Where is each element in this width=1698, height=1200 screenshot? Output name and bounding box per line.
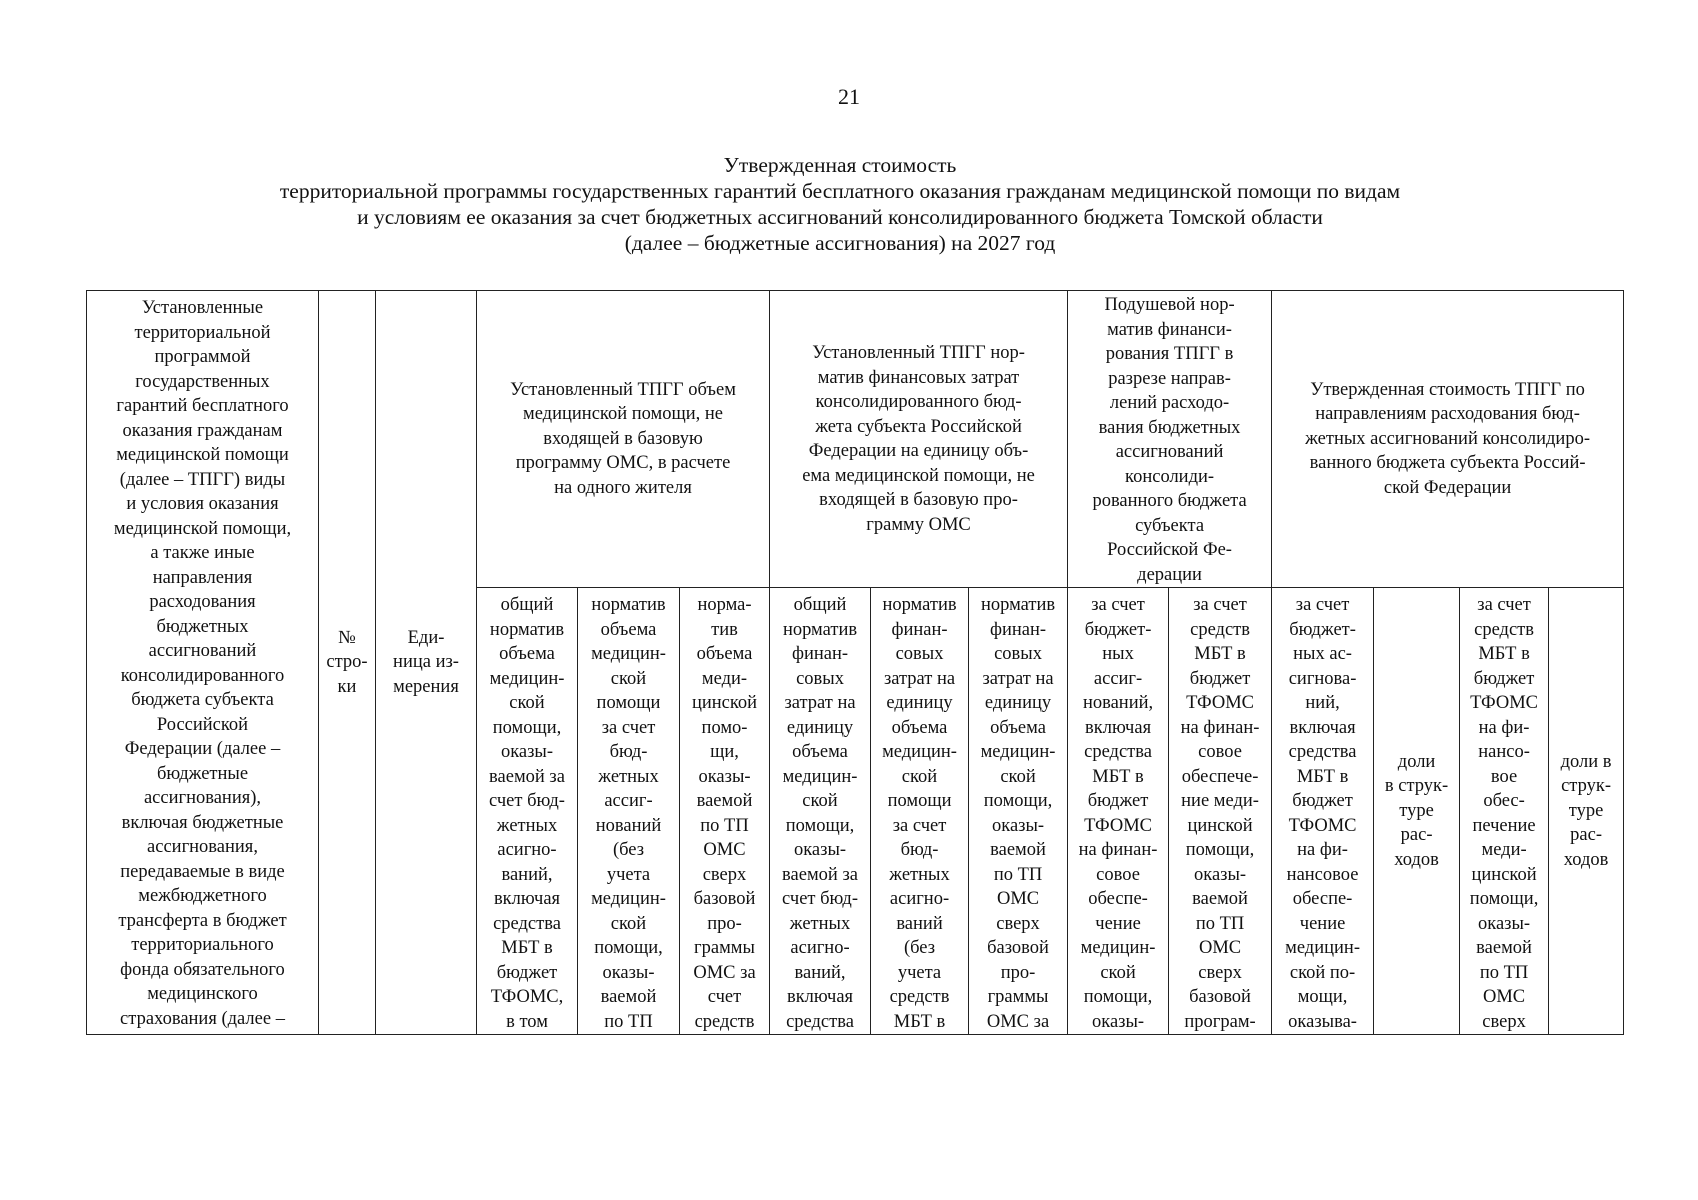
title-line-2: территориальной программы государственных гарантий бесплатного оказания гражданам медицинской помощи по видам <box>279 179 1401 203</box>
subheader-cell: за счет бюджет- ных ас- сигнова- ний, включая средства МБТ в бюджет ТФОМС на фи- нансовое обеспе- чение медицин- ской по- мощи, оказыва- <box>1272 588 1374 1035</box>
subheader-cell: за счет средств МБТ в бюджет ТФОМС на фи- нансо- вое обес- печение меди- цинской помощи, оказы- ваемой по ТП ОМС сверх <box>1460 588 1549 1035</box>
subheader-cell: норма- тив объема меди- цинской помо- щи, оказы- ваемой по ТП ОМС сверх базовой про- граммы ОМС за счет средств <box>680 588 770 1035</box>
subheader-cell: общий норматив объема медицин- ской помощи, оказы- ваемой за счет бюд- жетных асигно- ваний, включая средства МБТ в бюджет ТФОМС, в том <box>477 588 578 1035</box>
document-title <box>150 152 1530 256</box>
subheader-cell: за счет бюджет- ных ассиг- нований, включая средства МБТ в бюджет ТФОМС на финан- совое обеспе- чение медицин- ской помощи, оказы- <box>1068 588 1169 1035</box>
title-line-3: и условиям ее оказания за счет бюджетных ассигнований консолидированного бюджета Томской области <box>357 205 1323 229</box>
subheader-cell: норматив финан- совых затрат на единицу объема медицин- ской помощи, оказы- ваемой по ТП ОМС сверх базовой про- граммы ОМС за <box>969 588 1068 1035</box>
budget-table <box>86 290 1624 1035</box>
subheader-share: доли в струк- туре рас- ходов <box>1374 588 1460 1035</box>
subheader-cell: общий норматив финан- совых затрат на единицу объема медицин- ской помощи, оказы- ваемой за счет бюд- жетных асигно- ваний, включая средства <box>770 588 871 1035</box>
header-group-cost-norm: Установленный ТПГГ нор- матив финансовых затрат консолидированного бюд- жета субъекта Российской Федерации на единицу объ- ема медицинской помощи, не входящей в базовую про- грамму ОМС <box>770 291 1068 588</box>
header-type-and-conditions: Установленные территориальной программой государственных гарантий бесплатного оказания гражданам медицинской помощи (далее – ТПГГ) виды и условия оказания медицинской помощи, а также иные направления расходования бюджетных ассигнований консолидированного бюджета субъекта Российской Федерации (далее – бюджетные ассигнования), включая бюджетные ассигнования, передаваемые в виде межбюджетного трансферта в бюджет территориального фонда обязательного медицинского страхования (далее – <box>87 291 319 1035</box>
subheader-cell: за счет средств МБТ в бюджет ТФОМС на финан- совое обеспече- ние меди- цинской помощи, оказы- ваемой по ТП ОМС сверх базовой програм- <box>1169 588 1272 1035</box>
title-line-4: (далее – бюджетные ассигнования) на 2027 год <box>624 231 1056 255</box>
subheader-cell: норматив финан- совых затрат на единицу объема медицин- ской помощи за счет бюд- жетных асигно- ваний (без учета средств МБТ в <box>871 588 969 1035</box>
subheader-share: доли в струк- туре рас- ходов <box>1549 588 1624 1035</box>
header-group-volume: Установленный ТПГГ объем медицинской помощи, не входящей в базовую программу ОМС, в расчете на одного жителя <box>477 291 770 588</box>
subheader-cell: норматив объема медицин- ской помощи за счет бюд- жетных ассиг- нований (без учета медицин- ской помощи, оказы- ваемой по ТП <box>578 588 680 1035</box>
header-group-approved-cost: Утвержденная стоимость ТПГГ по направлениям расходования бюд- жетных ассигнований консолидиро- ванного бюджета субъекта Россий- ской Федерации <box>1272 291 1624 588</box>
header-group-per-capita: Подушевой нор- матив финанси- рования ТПГГ в разрезе направ- лений расходо- вания бюджетных ассигнований консолиди- рованного бюджета субъекта Российской Фе- дерации <box>1068 291 1272 588</box>
page-number: 21 <box>838 84 860 109</box>
title-line-1: Утвержденная стоимость <box>723 153 957 177</box>
header-row-number: № стро- ки <box>319 291 376 1035</box>
header-unit: Еди- ница из- мерения <box>376 291 477 1035</box>
